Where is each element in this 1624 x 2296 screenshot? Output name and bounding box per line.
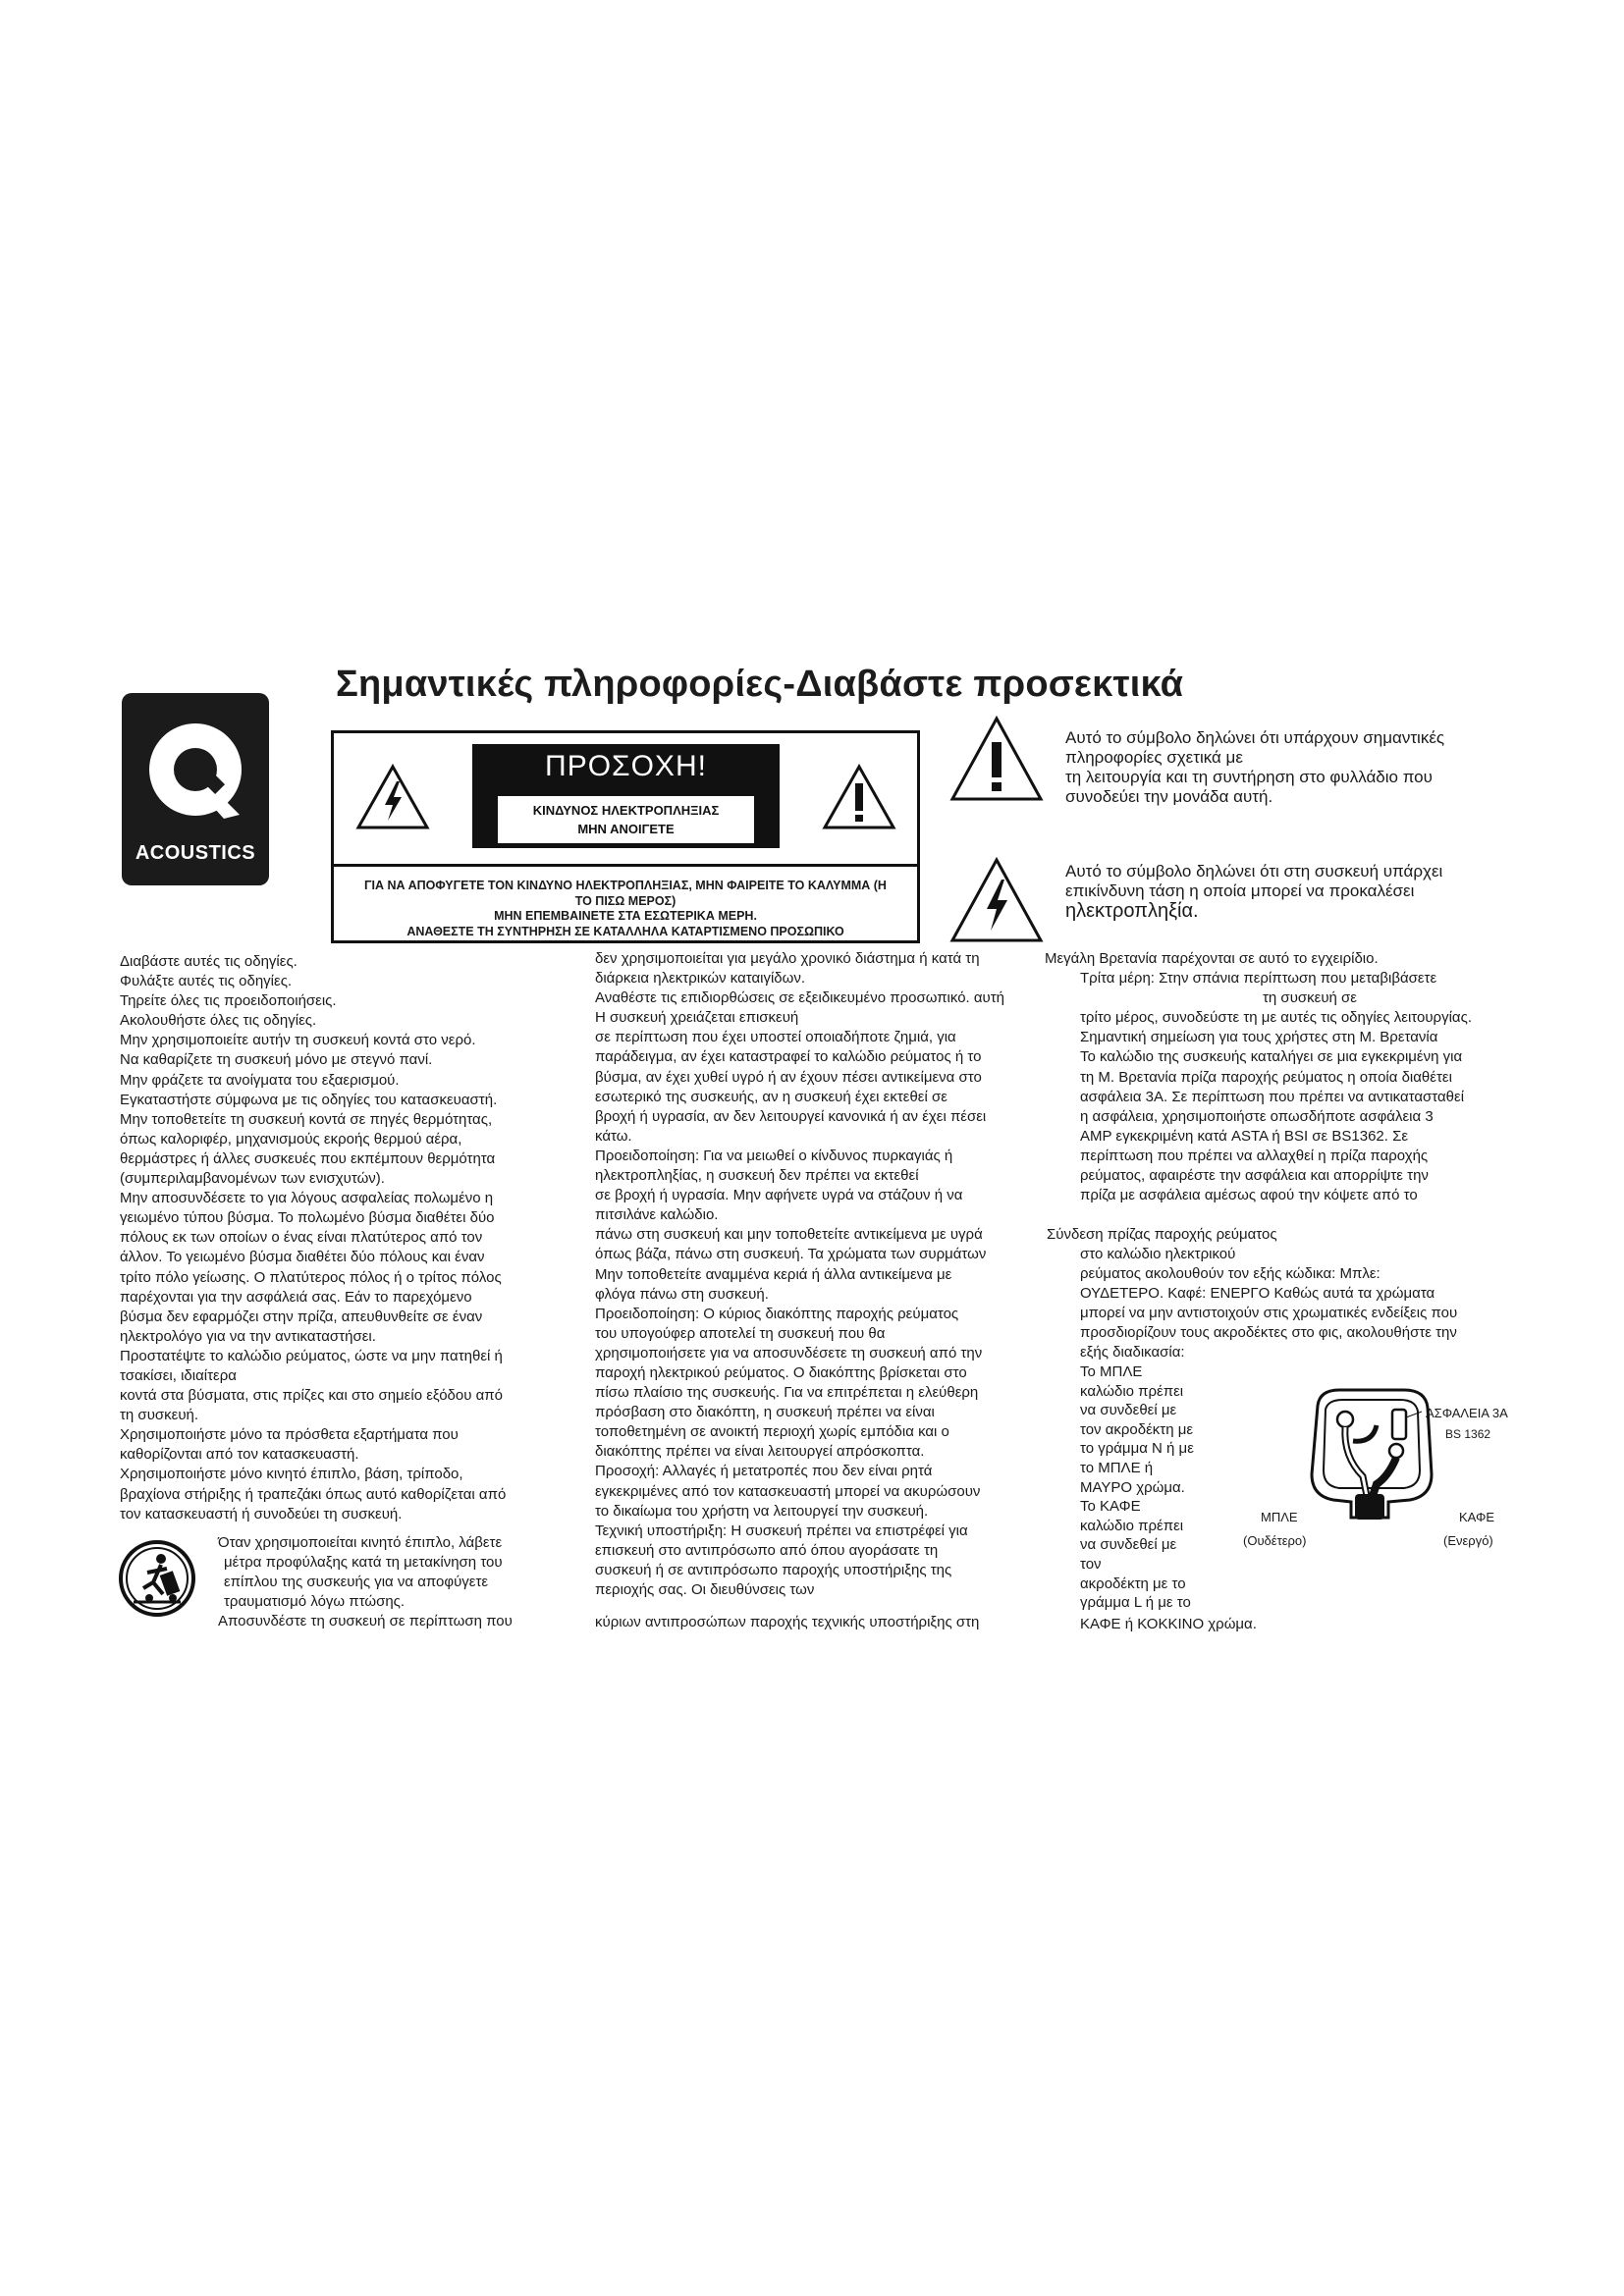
text-line: τον κατασκευαστή ή συνοδεύει τη συσκευή.	[120, 1505, 403, 1522]
exclamation-symbol-text	[1065, 728, 1444, 807]
text-line: Φυλάξτε αυτές τις οδηγίες.	[120, 973, 293, 990]
text-line: ΜΑΥΡΟ χρώμα.	[1080, 1478, 1185, 1496]
text-line: Προειδοποίηση: Για να μειωθεί ο κίνδυνος πυρκαγιάς ή	[595, 1147, 953, 1164]
warning-exclamation-icon	[822, 764, 896, 830]
text-line: εσωτερικό της συσκευής, αν η συσκευή έχει εκτεθεί σε	[595, 1088, 947, 1105]
text-line: άλλον. Το γειωμένο βύσμα διαθέτει δύο πόλους και έναν	[120, 1249, 485, 1266]
text-line: πρίζα με ασφάλεια αμέσως αφού την κόψετε από το	[1080, 1187, 1418, 1204]
text-line: Μην αποσυνδέσετε το για λόγους ασφαλείας πολωμένο η	[120, 1190, 494, 1207]
text-line: παρέχονται για την ασφάλειά σας. Εάν το παρεχόμενο	[120, 1288, 472, 1306]
q-acoustics-logo	[122, 693, 269, 885]
logo-brand: ACOUSTICS	[135, 842, 256, 864]
text-line: Χρησιμοποιήστε μόνο τα πρόσθετα εξαρτήματα που	[120, 1426, 459, 1444]
text-line: Μην φράζετε τα ανοίγματα του εξαερισμού.	[120, 1071, 400, 1089]
lightning-symbol-text	[1065, 862, 1442, 921]
text-line: βραχίονα στήριξης ή τραπεζάκι όπως αυτό καθορίζεται από	[120, 1485, 507, 1503]
text-line: του υπογούφερ αποτελεί τη συσκευή που θα	[595, 1324, 886, 1342]
text-line: σε βροχή ή υγρασία. Μην αφήνετε υγρά να στάζουν ή να	[595, 1187, 963, 1204]
text-line: Αναθέστε τις επιδιορθώσεις σε εξειδικευμένο προσωπικό. αυτή	[595, 989, 1005, 1007]
text-line: (συμπεριλαμβανομένων των ενισχυτών).	[120, 1170, 385, 1188]
text-line: να συνδεθεί με	[1080, 1536, 1177, 1554]
text-line: Εγκαταστήστε σύμφωνα με τις οδηγίες του κατασκευαστή.	[120, 1091, 498, 1108]
text-line: όπως καλοριφέρ, μηχανισμούς εκροής θερμού αέρα,	[120, 1130, 462, 1148]
q-logo-icon	[122, 693, 269, 840]
text-line: διάρκεια ηλεκτρικών καταιγίδων.	[595, 970, 806, 988]
text-line: τσακίσει, ιδιαίτερα	[120, 1366, 237, 1384]
text-line: το γράμμα Ν ή με	[1080, 1440, 1194, 1458]
blue-wire-label: ΜΠΛΕ	[1261, 1510, 1298, 1524]
caution-panel	[472, 744, 780, 848]
text-line: βύσμα δεν εφαρμόζει στην πρίζα, απευθυνθείτε σε έναν	[120, 1308, 483, 1325]
text-line: χρησιμοποιήσετε για να αποσυνδέσετε τη συσκευή από την	[595, 1344, 983, 1362]
text-line: κοντά στα βύσματα, στις πρίζες και στο σημείο εξόδου από	[120, 1387, 503, 1405]
text-line: Το ΜΠΛΕ	[1080, 1363, 1143, 1380]
text-line: Διαβάστε αυτές τις οδηγίες.	[120, 953, 298, 970]
caution-sub-line: ΚΙΝΔΥΝΟΣ ΗΛΕΚΤΡΟΠΛΗΞΙΑΣ	[532, 803, 720, 818]
caution-sub	[498, 796, 754, 843]
text-line: κάτω.	[595, 1127, 632, 1145]
text-line: επισκευή στο αντιπρόσωπο από όπου αγοράσατε τη	[595, 1541, 939, 1559]
text-line: διακόπτης πρέπει να είναι λειτουργεί απρόσκοπτα.	[595, 1443, 925, 1461]
text-line: περιοχής σας. Οι διευθύνσεις των	[595, 1581, 815, 1598]
text-line: ηλεκτρολόγο για να την αντικαταστήσει.	[120, 1327, 376, 1345]
text-line: Η συσκευή χρειάζεται επισκευή	[595, 1009, 799, 1027]
text-line: Μην τοποθετείτε αναμμένα κεριά ή άλλα αντικείμενα με	[595, 1265, 952, 1283]
text-line: Προστατέψτε το καλώδιο ρεύματος, ώστε να μην πατηθεί ή	[120, 1347, 503, 1364]
text-line: το ΜΠΛΕ ή	[1080, 1459, 1154, 1476]
text-line: τη συσκευή.	[120, 1407, 199, 1424]
column-2-last-line: κύριων αντιπροσώπων παροχής τεχνικής υποστήριξης στη	[595, 1614, 980, 1630]
fuse-spec: BS 1362	[1445, 1427, 1491, 1441]
connection-heading: Σύνδεση πρίζας παροχής ρεύματος	[1047, 1226, 1277, 1243]
text-line: παροχή ηλεκτρικού ρεύματος. Ο διακόπτης βρίσκεται στο	[595, 1363, 967, 1381]
notice-line: ΜΗΝ ΕΠΕΜΒΑΙΝΕΤΕ ΣΤΑ ΕΣΩΤΕΡΙΚΑ ΜΕΡΗ.	[494, 909, 757, 923]
text-line: Όταν χρησιμοποιείται κινητό έπιπλο, λάβετε	[218, 1534, 503, 1551]
text-line: AMP εγκεκριμένη κατά ASTA ή BSI σε BS1362. Σε	[1080, 1127, 1409, 1145]
text-line: μέτρα προφύλαξης κατά τη μετακίνηση του	[224, 1554, 503, 1572]
text-line: γειωμένο τύπου βύσμα. Το πολωμένο βύσμα διαθέτει δύο	[120, 1209, 495, 1227]
text-line: ρεύματος ακολουθούν τον εξής κώδικα: Μπλε:	[1080, 1265, 1380, 1282]
warning-divider	[334, 864, 917, 867]
text-line: τη συσκευή σε	[1263, 989, 1357, 1007]
text-line: Μεγάλη Βρετανία παρέχονται σε αυτό το εγχειρίδιο.	[1045, 950, 1379, 967]
text-line: καλώδιο πρέπει	[1080, 1517, 1184, 1534]
text-line: Να καθαρίζετε τη συσκευή μόνο με στεγνό πανί.	[120, 1051, 433, 1069]
text-line: βροχή ή υγρασία, αν δεν λειτουργεί κανονικά ή αν έχει πέσει	[595, 1107, 987, 1125]
text-line: βύσμα, αν έχει χυθεί υγρό ή αν έχουν πέσει αντικείμενα στο	[595, 1068, 982, 1086]
text-line: συσκευή ή σε αντιπρόσωπο παροχής υποστήριξης της	[595, 1561, 952, 1578]
plug-wiring-diagram	[1294, 1382, 1441, 1529]
text-line: τον	[1080, 1555, 1102, 1573]
text-line: φλόγα πάνω στη συσκευή.	[595, 1285, 769, 1303]
fuse-label: ΑΣΦΑΛΕΙΑ 3Α	[1426, 1406, 1508, 1420]
symbol-line: πληροφορίες σχετικά με	[1065, 748, 1243, 767]
text-line: δεν χρησιμοποιείται για μεγάλο χρονικό διάστημα ή κατά τη	[595, 950, 980, 967]
text-line: τρίτο μέρος, συνοδεύστε τη με αυτές τις οδηγίες λειτουργίας.	[1080, 1009, 1472, 1027]
text-line: θερμάστρες ή άλλες συσκευές που εκπέμπουν θερμότητα	[120, 1149, 496, 1167]
text-line: Προειδοποίηση: Ο κύριος διακόπτης παροχής ρεύματος	[595, 1305, 959, 1322]
symbol-line: ηλεκτροπληξία.	[1065, 900, 1199, 922]
exclamation-symbol-icon	[948, 715, 1045, 803]
text-line: γράμμα L ή με το	[1080, 1594, 1191, 1612]
text-line: πρόσβαση στο διακόπτη, η συσκευή πρέπει να είναι	[595, 1404, 935, 1421]
text-line: πίσω πλαίσιο της συσκευής. Για να επιτρέπεται η ελεύθερη	[595, 1384, 979, 1402]
text-line: προσδιορίζουν τους ακροδέκτες στο φις, ακολουθήστε την	[1080, 1324, 1457, 1342]
cart-warning-text	[218, 1533, 513, 1631]
text-line: Χρησιμοποιήστε μόνο κινητό έπιπλο, βάση, τρίποδο,	[120, 1466, 463, 1483]
warning-lightning-icon	[355, 764, 430, 830]
text-line: ασφάλεια 3Α. Σε περίπτωση που πρέπει να αντικατασταθεί	[1080, 1088, 1465, 1105]
text-line: ηλεκτροπληξίας, η συσκευή δεν πρέπει να εκτεθεί	[595, 1167, 919, 1185]
text-line: ρεύματος, αφαιρέστε την ασφάλεια και απορρίψτε την	[1080, 1167, 1429, 1185]
connection-subheading: στο καλώδιο ηλεκτρικού	[1080, 1246, 1236, 1262]
text-line: ακροδέκτη με το	[1080, 1575, 1186, 1592]
text-line: πόλους εκ των οποίων ο ένας είναι πλατύτερος από τον	[120, 1229, 483, 1247]
text-line: να συνδεθεί με	[1080, 1402, 1177, 1419]
text-line: καλώδιο πρέπει	[1080, 1382, 1184, 1400]
symbol-line: επικίνδυνη τάση η οποία μπορεί να προκαλέσει	[1065, 881, 1415, 900]
blue-wire-role: (Ουδέτερο)	[1243, 1533, 1307, 1548]
text-line: τη Μ. Βρετανία πρίζα παροχής ρεύματος η οποία διαθέτει	[1080, 1068, 1452, 1086]
text-line: Προσοχή: Αλλαγές ή μετατροπές που δεν είναι ρητά	[595, 1463, 933, 1480]
caution-sub-line: ΜΗΝ ΑΝΟΙΓΕΤΕ	[577, 822, 675, 836]
text-line: μπορεί να μην αντιστοιχούν στις χρωματικές ενδείξεις που	[1080, 1305, 1458, 1322]
instructions-column-2	[595, 949, 1004, 1600]
text-line: Ακολουθήστε όλες τις οδηγίες.	[120, 1012, 317, 1030]
cart-tipover-icon	[118, 1539, 196, 1618]
text-line: Το ΚΑΦΕ	[1080, 1498, 1141, 1516]
text-line: σε περίπτωση που έχει υποστεί οποιαδήποτε ζημιά, για	[595, 1029, 956, 1046]
text-line: πάνω στη συσκευή και μην τοποθετείτε αντικείμενα με υγρά	[595, 1226, 983, 1244]
text-line: Αποσυνδέστε τη συσκευή σε περίπτωση που	[218, 1613, 513, 1630]
text-line: τον ακροδέκτη με	[1080, 1420, 1194, 1438]
text-line: παράδειγμα, αν έχει καταστραφεί το καλώδιο ρεύματος ή το	[595, 1048, 982, 1066]
text-line: Μην τοποθετείτε τη συσκευή κοντά σε πηγές θερμότητας,	[120, 1110, 493, 1128]
text-line: Το καλώδιο της συσκευής καταλήγει σε μια εγκεκριμένη για	[1080, 1048, 1463, 1066]
symbol-line: Αυτό το σύμβολο δηλώνει ότι στη συσκευή υπάρχει	[1065, 862, 1443, 881]
text-line: Τρίτα μέρη: Στην σπάνια περίπτωση που μεταβιβάσετε	[1080, 970, 1437, 988]
lightning-symbol-icon	[948, 856, 1045, 944]
notice-line: ΤΟ ΠΙΣΩ ΜΕΡΟΣ)	[574, 893, 677, 908]
page-title: Σημαντικές πληροφορίες-Διαβάστε προσεκτικά	[336, 664, 1184, 705]
wiring-steps	[1080, 1362, 1194, 1613]
warning-box	[331, 730, 920, 943]
text-line: Μην χρησιμοποιείτε αυτήν τη συσκευή κοντά στο νερό.	[120, 1032, 476, 1049]
symbol-line: τη λειτουργία και τη συντήρηση στο φυλλάδιο που	[1065, 768, 1433, 786]
text-line: περίπτωση που πρέπει να αλλαχθεί η πρίζα παροχής	[1080, 1147, 1429, 1164]
instructions-column-1	[120, 952, 506, 1524]
text-line: το δικαίωμα του χρήστη να λειτουργεί την συσκευή.	[595, 1502, 929, 1520]
text-line: ΟΥΔΕΤΕΡΟ. Καφέ: ΕΝΕΡΓΟ Καθώς αυτά τα χρώματα	[1080, 1285, 1435, 1303]
text-line: Τεχνική υποστήριξη: Η συσκευή πρέπει να επιστρέφεί για	[595, 1522, 968, 1539]
brown-wire-role: (Ενεργό)	[1443, 1533, 1493, 1548]
text-line: εγκεκριμένες από τον κατασκευαστή μπορεί να ακυρώσουν	[595, 1482, 981, 1500]
text-line: τρίτο πόλο γείωσης. Ο πλατύτερος πόλος ή ο τρίτος πόλος	[120, 1268, 502, 1286]
text-line: Τηρείτε όλες τις προειδοποιήσεις.	[120, 992, 337, 1010]
text-line: καθορίζονται από τον κατασκευαστή.	[120, 1446, 359, 1464]
wiring-last-line: ΚΑΦΕ ή ΚΟΚΚΙΝΟ χρώμα.	[1080, 1616, 1257, 1632]
text-line: επίπλου της συσκευής για να αποφύγετε	[224, 1574, 489, 1591]
warning-notice	[340, 879, 911, 939]
text-line: εξής διαδικασία:	[1080, 1344, 1185, 1362]
text-line: πιτσιλάνε καλώδιο.	[595, 1206, 719, 1224]
caution-heading: ΠΡΟΣΟΧΗ!	[545, 750, 707, 782]
symbol-line: Αυτό το σύμβολο δηλώνει ότι υπάρχουν σημαντικές	[1065, 728, 1445, 747]
notice-line: ΓΙΑ ΝΑ ΑΠΟΦΥΓΕΤΕ ΤΟΝ ΚΙΝΔΥΝΟ ΗΛΕΚΤΡΟΠΛΗΞΙΑΣ, ΜΗΝ ΦΑΙΡΕΙΤΕ ΤΟ ΚΑΛΥΜΜΑ (Η	[364, 879, 887, 892]
brown-wire-label: ΚΑΦΕ	[1459, 1510, 1495, 1524]
notice-line: ΑΝΑΘΕΣΤΕ ΤΗ ΣΥΝΤΗΡΗΣΗ ΣΕ ΚΑΤΑΛΛΗΛΑ ΚΑΤΑΡΤΙΣΜΕΝΟ ΠΡΟΣΩΠΙΚΟ	[406, 924, 844, 938]
text-line: η ασφάλεια, χρησιμοποιήστε οπωσδήποτε ασφάλεια 3	[1080, 1107, 1434, 1125]
symbol-line: συνοδεύει την μονάδα αυτή.	[1065, 787, 1273, 806]
text-line: τοποθετημένη σε ανοικτή περιοχή χωρίς εμπόδια και ο	[595, 1423, 949, 1441]
instructions-column-3	[1045, 949, 1472, 1205]
text-line: τραυματισμό λόγω πτώσης.	[224, 1593, 406, 1611]
text-line: όπως βάζα, πάνω στη συσκευή. Τα χρώματα των συρμάτων	[595, 1246, 987, 1263]
text-line: Σημαντική σημείωση για τους χρήστες στη Μ. Βρετανία	[1080, 1029, 1438, 1046]
instructions-column-3b	[1080, 1264, 1457, 1362]
